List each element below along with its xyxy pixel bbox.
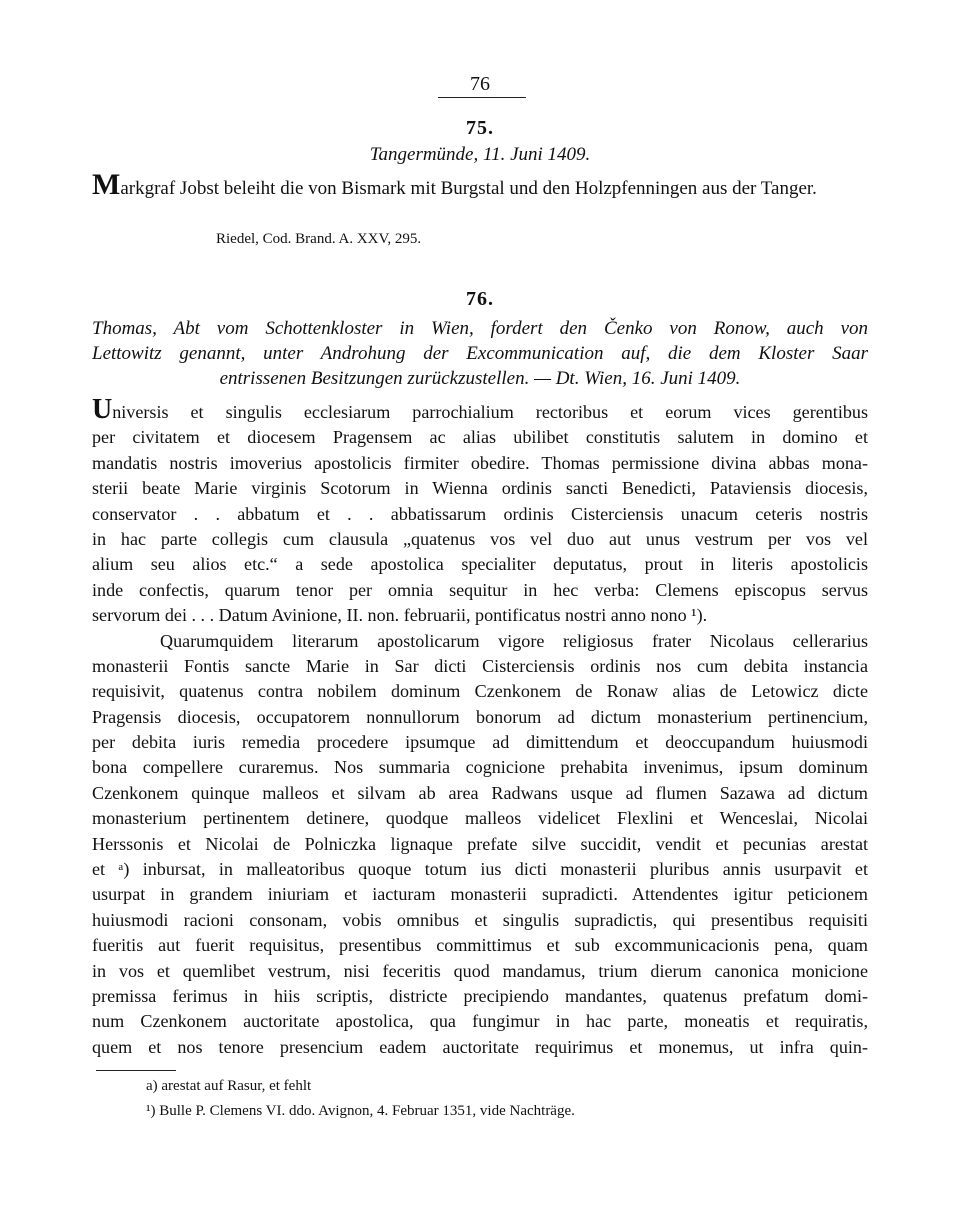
body-line: Herssonis et Nicolai de Polniczka lignaque prefate silve succidit, vendit et pecunias arestat [92, 833, 868, 854]
page-number-rule [438, 97, 526, 98]
body-line: per debita iuris remedia procedere ipsumque ad dimittendum et deoccupandum huiusmodi [92, 732, 868, 753]
body-line: num Czenkonem auctoritate apostolica, qua fungimur in hac parte, moneatis et requiratis, [92, 1011, 868, 1032]
document-75-summary [92, 168, 868, 202]
document-75-dateline: Tangermünde, 11. Juni 1409. [369, 144, 591, 165]
document-75-summary-text: arkgraf Jobst beleiht die von Bismark mit Burgstal und den Holzpfenningen aus der Tanger. [120, 178, 817, 199]
footnote-a: a) arestat auf Rasur, et fehlt [146, 1078, 312, 1094]
body-line: monasterii Fontis sancte Marie in Sar dicti Cisterciensis ordinis nos cum debita instancia [92, 655, 868, 676]
summary-line: Lettowitz genannt, unter Androhung der Excommunication auf, die dem Kloster Saar [92, 343, 868, 364]
footnote-rule [96, 1070, 176, 1071]
drop-initial-u: U [92, 394, 113, 425]
body-line: alium seu alios etc.“ a sede apostolica specialiter deputatus, prout in literis apostolicis [92, 554, 868, 575]
body-line: per civitatem et diocesem Pragensem ac alias ubilibet constitutis salutem in domino et [92, 427, 868, 448]
body-line: fueritis aut fuerit requisitus, presentibus committimus et sub excommunicacionis pena, quam [92, 935, 868, 956]
document-number-76: 76. [466, 288, 494, 310]
body-line: in vos et quemlibet vestrum, nisi feceritis quod mandamus, trium dierum canonica monicione [92, 960, 868, 981]
body-line: quem et nos tenore presencium eadem auctoritate requirimus et monemus, ut infra quin- [92, 1036, 868, 1057]
document-page [92, 0, 868, 1216]
body-line: premissa ferimus in hiis scriptis, districte precipiendo mandantes, quatenus prefatum domi- [92, 985, 868, 1006]
body-line: conservator . . abbatum et . . abbatissarum ordinis Cisterciensis unacum ceteris nostris [92, 503, 868, 524]
body-line: usurpat in grandem iniuriam et iacturam monasterii supradicti. Attendentes igitur peticionem [92, 884, 868, 905]
body-line: in hac parte collegis cum clausula „quatenus vos vel duo aut unus vestrum per vos vel [92, 528, 868, 549]
document-76-summary [92, 316, 868, 391]
document-number-75: 75. [466, 117, 494, 139]
body-line [92, 394, 868, 425]
page-number: 76 [470, 73, 490, 95]
body-line: monasterium pertinentem detinere, quodque malleos videlicet Flexlini et Wenceslai, Nicolai [92, 808, 868, 829]
body-line-text: niversis et singulis ecclesiarum parrochialium rectoribus et eorum vices gerentibus [112, 402, 868, 422]
body-line: servorum dei . . . Datum Avinione, II. non. februarii, pontificatus nostri anno nono ¹). [92, 605, 708, 626]
document-75-citation: Riedel, Cod. Brand. A. XXV, 295. [216, 231, 422, 247]
body-line: et ᵃ) inbursat, in malleatoribus quoque totum ius dicti monasterii pluribus annis usurpavit et [92, 859, 868, 880]
body-line: huiusmodi racioni consonam, vobis omnibus et singulis supradictis, qui presentibus requisiti [92, 909, 868, 930]
body-line: inde confectis, quarum tenor per omnia sequitur in hec verba: Clemens episcopus servus [92, 579, 868, 600]
footnotes [146, 1074, 575, 1124]
body-line: Czenkonem quinque malleos et silvam ab area Radwans usque ad flumen Sazawa ad dictum [92, 782, 868, 803]
summary-line: entrissenen Besitzungen zurückzustellen. — Dt. Wien, 16. Juni 1409. [219, 368, 741, 389]
summary-line: Thomas, Abt vom Schottenkloster in Wien, fordert den Čenko von Ronow, auch von [92, 318, 868, 339]
body-line: Quarumquidem literarum apostolicarum vigore religiosus frater Nicolaus cellerarius [160, 630, 868, 651]
footnote-1: ¹) Bulle P. Clemens VI. ddo. Avignon, 4. Februar 1351, vide Nachträge. [146, 1103, 575, 1119]
document-76-body [92, 394, 868, 1060]
body-line: sterii beate Marie virginis Scotorum in Wienna ordinis sancti Benedicti, Pataviensis diocesis, [92, 478, 868, 499]
body-line: mandatis nostris imoverius apostolicis firmiter obedire. Thomas permissione divina abbas mona- [92, 452, 868, 473]
body-line: requisivit, quatenus contra nobilem dominum Czenkonem de Ronaw alias de Letowicz dicte [92, 681, 868, 702]
body-line: Pragensis diocesis, occupatorem nonnullorum bonorum ad dictum monasterium pertinencium, [92, 706, 868, 727]
drop-initial-m: M [92, 168, 121, 201]
body-line: bona compellere curaremus. Nos summaria cognicione prehabita invenimus, ipsum dominum [92, 757, 868, 778]
